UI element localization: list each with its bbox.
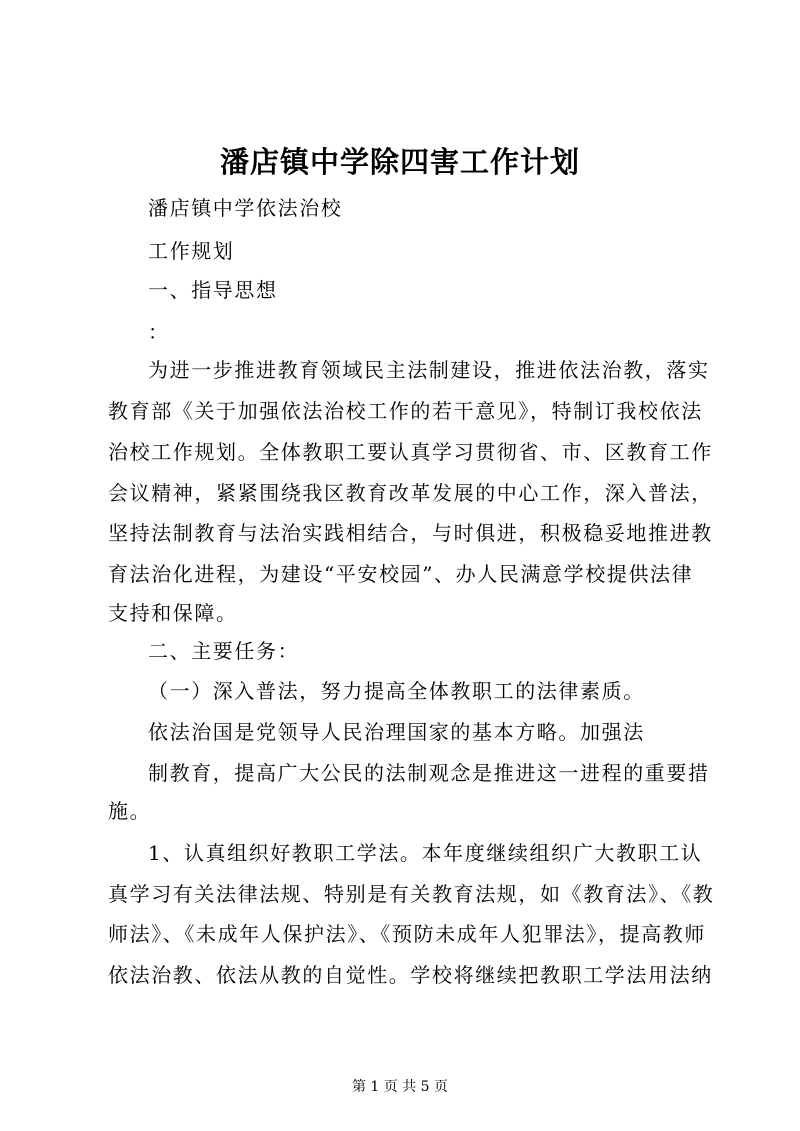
subtitle-plan: 工作规划 (148, 239, 235, 263)
paragraph-line: 坚持法制教育与法治实践相结合，与时俱进，积极稳妥地推进教 (108, 521, 713, 545)
page-footer: 第 1 页 共 5 页 (351, 1079, 449, 1095)
paragraph-line: 1、认真组织好教职工学法。本年度继续组织广大教职工认 (148, 841, 703, 865)
section-heading-main-tasks: 二、主要任务： (148, 639, 300, 663)
section-heading-guiding-thought: 一、指导思想 (148, 278, 278, 302)
paragraph-line: 教育部《关于加强依法治校工作的若干意见》，特制订我校依法 (108, 399, 703, 423)
document-title: 潘店镇中学除四害工作计划 (219, 145, 580, 179)
subtitle-school: 潘店镇中学依法治校 (148, 196, 343, 220)
paragraph-line: 育法治化进程，为建设“平安校园”、办人民满意学校提供法律 (108, 562, 694, 586)
paragraph-line: 治校工作规划。全体教职工要认真学习贯彻省、市、区教育工作 (108, 440, 713, 464)
subsection-heading-1: （一）深入普法，努力提高全体教职工的法律素质。 (148, 679, 645, 703)
paragraph-line: 支持和保障。 (108, 601, 238, 625)
paragraph-line: 会议精神，紧紧围绕我区教育改革发展的中心工作，深入普法， (108, 481, 713, 505)
colon-line: ： (148, 320, 170, 344)
paragraph-line: 为进一步推进教育领域民主法制建设，推进依法治教，落实 (148, 358, 710, 382)
paragraph-line: 依法治教、依法从教的自觉性。学校将继续把教职工学法用法纳 (108, 963, 713, 987)
paragraph-line: 制教育，提高广大公民的法制观念是推进这一进程的重要措 (148, 761, 710, 785)
paragraph-line: 真学习有关法律法规、特别是有关教育法规，如《教育法》、《教 (108, 882, 715, 906)
paragraph-line: 师法》、《未成年人保护法》、《预防未成年人犯罪法》，提高教师 (108, 922, 706, 946)
paragraph-line: 施。 (108, 799, 152, 823)
paragraph-line: 依法治国是党领导人民治理国家的基本方略。加强法 (148, 720, 645, 744)
